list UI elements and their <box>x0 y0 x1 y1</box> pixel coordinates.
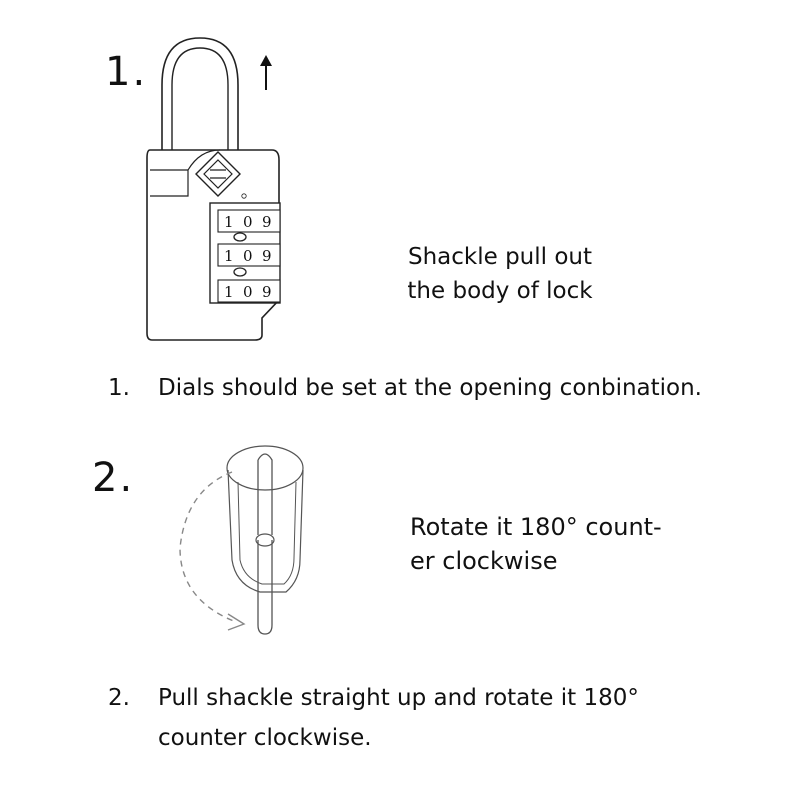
step-2-number: 2. <box>92 455 135 501</box>
dial-row-2-digit-3: 9 <box>262 247 272 265</box>
step-2-caption <box>108 678 768 764</box>
rotate-ccw-arrow-icon <box>180 472 244 630</box>
step-1-caption-number: 1. <box>108 375 130 401</box>
dial-row-3-digit-2: 0 <box>243 283 253 301</box>
dial-row-1-digit-2: 0 <box>243 213 253 231</box>
step-1-callout-line-1: Shackle pull out <box>407 244 593 270</box>
dial-row-1-digit-1: 1 <box>224 213 234 231</box>
step-2-callout-line-2: er clockwise <box>410 547 558 575</box>
dial-row-2-digit-1: 1 <box>224 247 234 265</box>
step-2-caption-number: 2. <box>108 685 130 711</box>
step-2-caption-line-1: Pull shackle straight up and rotate it 180° <box>158 685 639 711</box>
dial-row-3-digit-3: 9 <box>262 283 272 301</box>
step-1-caption-text: Dials should be set at the opening conbination. <box>158 375 702 401</box>
dial-row-3-digit-1: 1 <box>224 283 234 301</box>
rotating-shackle <box>258 454 272 535</box>
step-2-caption-line-2: counter clockwise. <box>158 725 372 751</box>
step-2-callout <box>410 510 750 578</box>
step-1-number: 1. <box>105 49 148 95</box>
dial-row-2-digit-2: 0 <box>243 247 253 265</box>
step-2-callout-line-1: Rotate it 180° count- <box>410 513 662 541</box>
dial-row-1-digit-3: 9 <box>262 213 272 231</box>
step-1-callout-line-2: the body of lock <box>407 278 593 304</box>
